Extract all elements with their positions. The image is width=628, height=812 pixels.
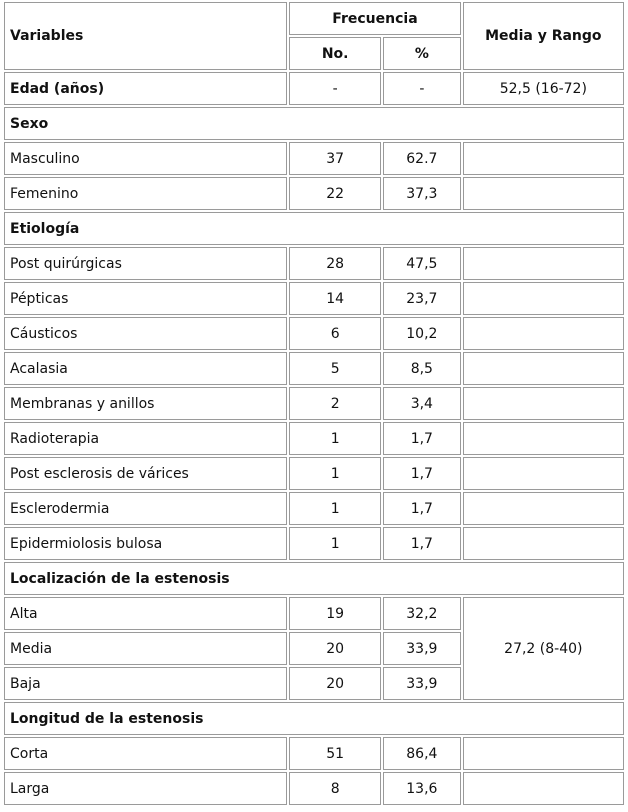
table-row xyxy=(4,317,624,350)
cell-pct: 1,7 xyxy=(383,527,461,560)
cell-pct: 10,2 xyxy=(383,317,461,350)
cell-no: 51 xyxy=(289,737,381,770)
cell-media-empty xyxy=(463,177,624,210)
row-label: Post quirúrgicas xyxy=(4,247,287,280)
header-media-rango: Media y Rango xyxy=(463,2,624,70)
cell-pct: 47,5 xyxy=(383,247,461,280)
table-row xyxy=(4,492,624,525)
section-title: Sexo xyxy=(4,107,624,140)
cell-no: 5 xyxy=(289,352,381,385)
section-title: Etiología xyxy=(4,212,624,245)
header-pct: % xyxy=(383,37,461,70)
section-row xyxy=(4,212,624,245)
cell-media-empty xyxy=(463,247,624,280)
cell-pct: 13,6 xyxy=(383,772,461,805)
cell-pct: 1,7 xyxy=(383,457,461,490)
cell-media-empty xyxy=(463,387,624,420)
row-label: Masculino xyxy=(4,142,287,175)
row-label: Radioterapia xyxy=(4,422,287,455)
table-row xyxy=(4,352,624,385)
cell-no: 14 xyxy=(289,282,381,315)
header-row xyxy=(4,2,624,35)
cell-no: - xyxy=(289,72,381,105)
header-no: No. xyxy=(289,37,381,70)
cell-media-empty xyxy=(463,282,624,315)
cell-media: 52,5 (16-72) xyxy=(463,72,624,105)
cell-pct: 1,7 xyxy=(383,492,461,525)
cell-no: 1 xyxy=(289,527,381,560)
cell-pct: 3,4 xyxy=(383,387,461,420)
cell-no: 37 xyxy=(289,142,381,175)
row-label: Pépticas xyxy=(4,282,287,315)
cell-no: 8 xyxy=(289,772,381,805)
cell-no: 20 xyxy=(289,632,381,665)
table-row xyxy=(4,772,624,805)
row-label: Epidermiolosis bulosa xyxy=(4,527,287,560)
section-row xyxy=(4,107,624,140)
cell-media-empty xyxy=(463,142,624,175)
table-row xyxy=(4,247,624,280)
table-row xyxy=(4,142,624,175)
cell-media-empty xyxy=(463,737,624,770)
cell-media-empty xyxy=(463,772,624,805)
cell-no: 6 xyxy=(289,317,381,350)
cell-media-empty xyxy=(463,352,624,385)
cell-no: 2 xyxy=(289,387,381,420)
cell-pct: - xyxy=(383,72,461,105)
table-row xyxy=(4,177,624,210)
header-variables: Variables xyxy=(4,2,287,70)
cell-pct: 23,7 xyxy=(383,282,461,315)
cell-media-empty xyxy=(463,457,624,490)
cell-pct: 1,7 xyxy=(383,422,461,455)
cell-no: 1 xyxy=(289,457,381,490)
cell-pct: 33,9 xyxy=(383,667,461,700)
cell-no: 19 xyxy=(289,597,381,630)
cell-no: 20 xyxy=(289,667,381,700)
table-row xyxy=(4,737,624,770)
table-row xyxy=(4,527,624,560)
cell-pct: 8,5 xyxy=(383,352,461,385)
row-label: Esclerodermia xyxy=(4,492,287,525)
row-label: Larga xyxy=(4,772,287,805)
cell-pct: 32,2 xyxy=(383,597,461,630)
cell-pct: 86,4 xyxy=(383,737,461,770)
cell-pct: 33,9 xyxy=(383,632,461,665)
cell-media-empty xyxy=(463,492,624,525)
row-label: Acalasia xyxy=(4,352,287,385)
table-row xyxy=(4,422,624,455)
table-row xyxy=(4,282,624,315)
cell-no: 1 xyxy=(289,492,381,525)
cell-pct: 37,3 xyxy=(383,177,461,210)
table-row xyxy=(4,72,624,105)
cell-media-empty xyxy=(463,317,624,350)
frequency-table xyxy=(2,0,626,807)
cell-media-empty xyxy=(463,422,624,455)
table-row xyxy=(4,457,624,490)
row-label: Cáusticos xyxy=(4,317,287,350)
row-label: Femenino xyxy=(4,177,287,210)
row-label: Media xyxy=(4,632,287,665)
cell-no: 1 xyxy=(289,422,381,455)
cell-media: 27,2 (8-40) xyxy=(463,597,624,700)
cell-pct: 62.7 xyxy=(383,142,461,175)
table-row xyxy=(4,597,624,630)
section-row xyxy=(4,702,624,735)
cell-no: 22 xyxy=(289,177,381,210)
row-label: Membranas y anillos xyxy=(4,387,287,420)
cell-no: 28 xyxy=(289,247,381,280)
row-label: Corta xyxy=(4,737,287,770)
row-label: Edad (años) xyxy=(4,72,287,105)
section-row xyxy=(4,562,624,595)
header-frecuencia: Frecuencia xyxy=(289,2,460,35)
section-title: Localización de la estenosis xyxy=(4,562,624,595)
section-title: Longitud de la estenosis xyxy=(4,702,624,735)
row-label: Alta xyxy=(4,597,287,630)
row-label: Post esclerosis de várices xyxy=(4,457,287,490)
table-row xyxy=(4,387,624,420)
row-label: Baja xyxy=(4,667,287,700)
cell-media-empty xyxy=(463,527,624,560)
